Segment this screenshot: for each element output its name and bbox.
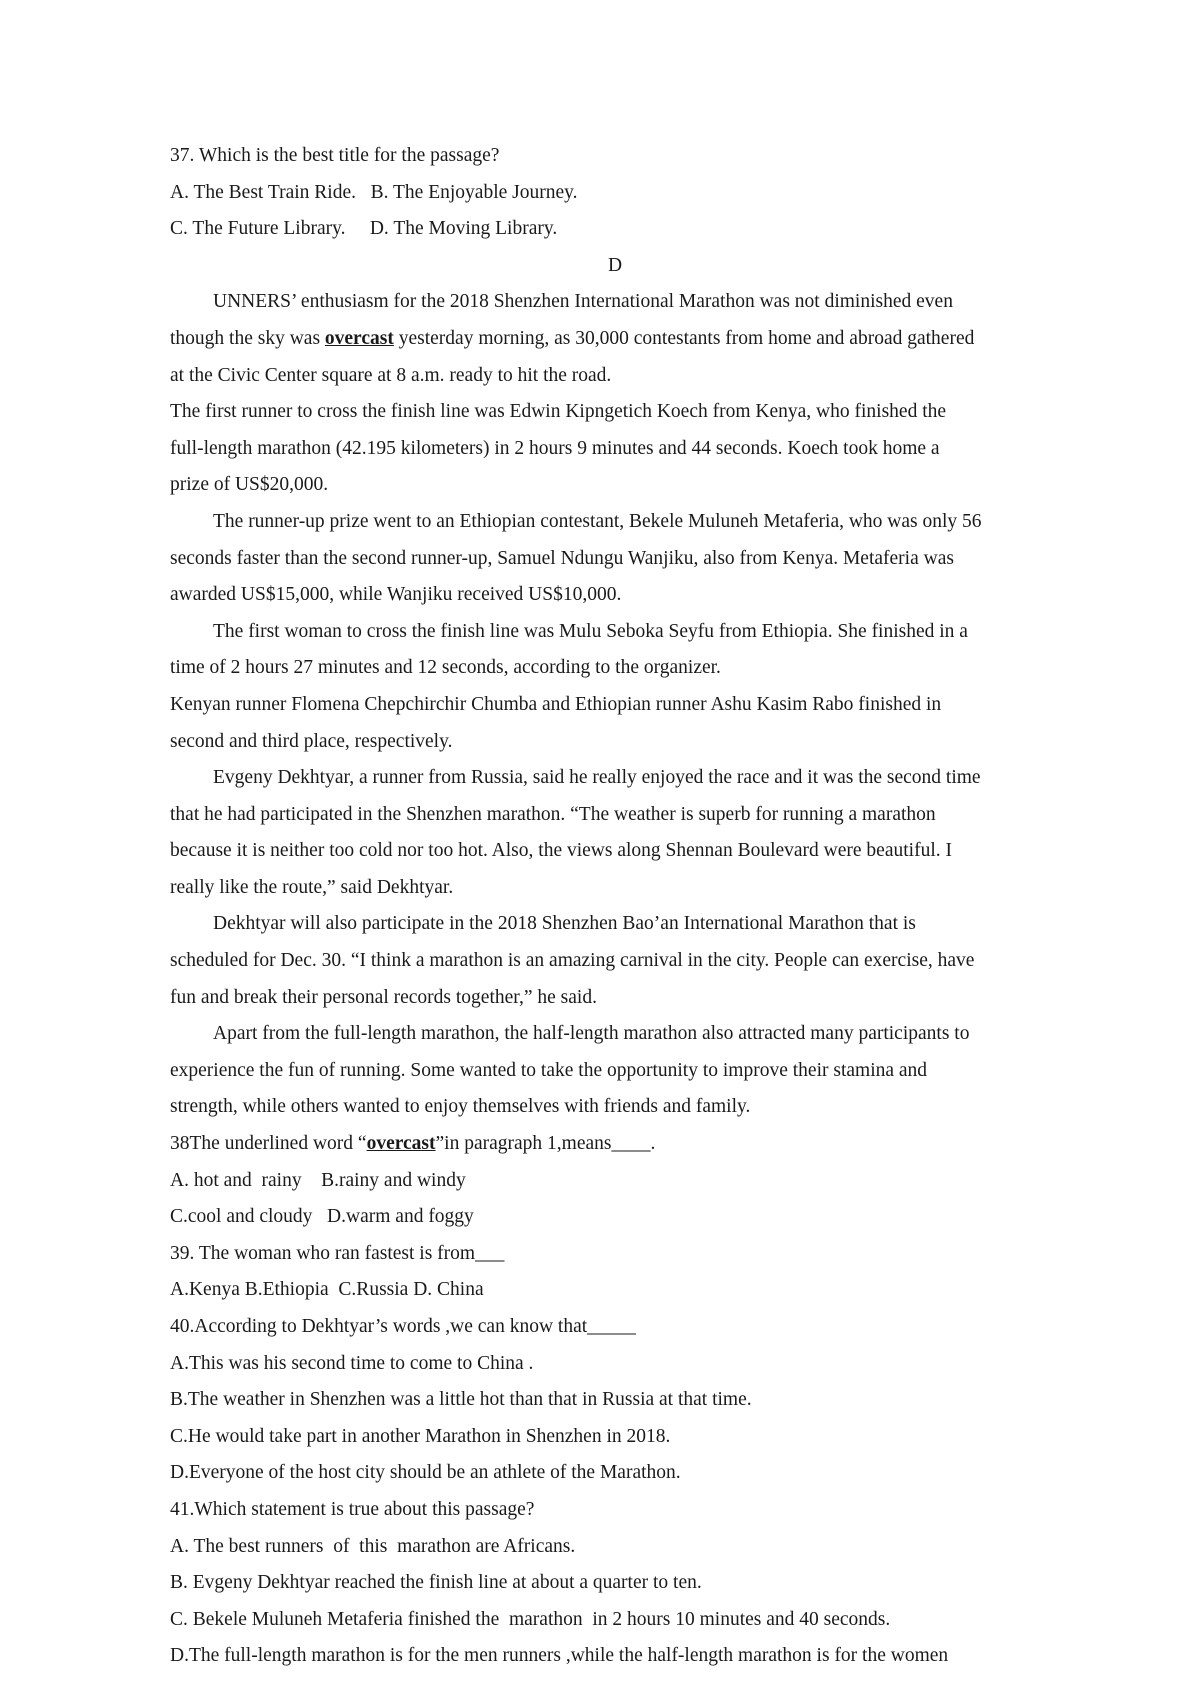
q41-question: 41.Which statement is true about this passage? xyxy=(170,1498,535,1520)
passage-p7-line2: scheduled for Dec. 30. “I think a marathon is an amazing carnival in the city. People can exercise, have xyxy=(170,950,975,972)
passage-p2-line1: The first runner to cross the finish line was Edwin Kipngetich Koech from Kenya, who finished the xyxy=(170,401,947,423)
q37-options-ab: A. The Best Train Ride. B. The Enjoyable Journey. xyxy=(170,181,578,203)
passage-p3-line1: The runner-up prize went to an Ethiopian contestant, Bekele Muluneh Metaferia, who was only 56 xyxy=(213,510,982,532)
passage-p8-line1: Apart from the full-length marathon, the half-length marathon also attracted many participants to xyxy=(213,1023,970,1045)
passage-p6-line4: really like the route,” said Dekhtyar. xyxy=(170,876,454,898)
page-content xyxy=(170,138,1060,1675)
q40-option-b: B.The weather in Shenzhen was a little hot than that in Russia at that time. xyxy=(170,1389,752,1411)
q39-question: 39. The woman who ran fastest is from___ xyxy=(170,1242,505,1264)
passage-p3-line3: awarded US$15,000, while Wanjiku received US$10,000. xyxy=(170,584,622,606)
passage-text: yesterday morning, as 30,000 contestants from home and abroad gathered xyxy=(393,327,975,349)
passage-p3-line2: seconds faster than the second runner-up, Samuel Ndungu Wanjiku, also from Kenya. Metaferia was xyxy=(170,547,954,569)
q40-option-c: C.He would take part in another Marathon in Shenzhen in 2018. xyxy=(170,1425,671,1447)
q41-option-a: A. The best runners of this marathon are Africans. xyxy=(170,1535,576,1557)
passage-p2-line3: prize of US$20,000. xyxy=(170,474,329,496)
passage-p6-line2: that he had participated in the Shenzhen marathon. “The weather is superb for running a marathon xyxy=(170,803,936,825)
q39-options: A.Kenya B.Ethiopia C.Russia D. China xyxy=(170,1279,484,1301)
passage-p8-line2: experience the fun of running. Some wanted to take the opportunity to improve their stamina and xyxy=(170,1059,928,1081)
passage-p8-line3: strength, while others wanted to enjoy themselves with friends and family. xyxy=(170,1096,751,1118)
q40-option-a: A.This was his second time to come to China . xyxy=(170,1352,534,1374)
q38-text: ”in paragraph 1,means____. xyxy=(435,1133,656,1155)
q38-question xyxy=(170,1126,1060,1163)
q38-options-cd: C.cool and cloudy D.warm and foggy xyxy=(170,1206,474,1228)
passage xyxy=(170,284,1060,1126)
passage-p7-line1: Dekhtyar will also participate in the 2018 Shenzhen Bao’an International Marathon that is xyxy=(213,913,916,935)
passage-p5-line1: Kenyan runner Flomena Chepchirchir Chumba and Ethiopian runner Ashu Kasim Rabo finished in xyxy=(170,693,942,715)
q41-option-c: C. Bekele Muluneh Metaferia finished the marathon in 2 hours 10 minutes and 40 seconds. xyxy=(170,1608,891,1630)
underlined-word-overcast: overcast xyxy=(324,327,394,349)
q38-text: 38The underlined word “ xyxy=(170,1133,367,1155)
q38-underlined-word: overcast xyxy=(366,1133,436,1155)
passage-p2-line2: full-length marathon (42.195 kilometers) in 2 hours 9 minutes and 44 seconds. Koech took home a xyxy=(170,437,940,459)
q37-question: 37. Which is the best title for the passage? xyxy=(170,145,500,166)
q40-option-d: D.Everyone of the host city should be an athlete of the Marathon. xyxy=(170,1462,681,1484)
passage-p1-line1: UNNERS’ enthusiasm for the 2018 Shenzhen International Marathon was not diminished even xyxy=(213,291,953,313)
passage-p4-line1: The first woman to cross the finish line was Mulu Seboka Seyfu from Ethiopia. She finished in a xyxy=(213,620,968,642)
passage-text: though the sky was xyxy=(170,327,325,349)
passage-p6-line3: because it is neither too cold nor too hot. Also, the views along Shennan Boulevard were beautiful. I xyxy=(170,840,952,862)
q38-options-ab: A. hot and rainy B.rainy and windy xyxy=(170,1169,466,1191)
section-label: D xyxy=(607,254,623,276)
passage-p6-line1: Evgeny Dekhtyar, a runner from Russia, said he really enjoyed the race and it was the second time xyxy=(213,767,981,789)
passage-p1-line3: at the Civic Center square at 8 a.m. ready to hit the road. xyxy=(170,364,612,386)
passage-p5-line2: second and third place, respectively. xyxy=(170,730,453,752)
passage-p4-line2: time of 2 hours 27 minutes and 12 seconds, according to the organizer. xyxy=(170,657,721,679)
q40-question: 40.According to Dekhtyar’s words ,we can know that_____ xyxy=(170,1316,636,1337)
passage-p1-line2 xyxy=(170,321,1060,358)
passage-p7-line3: fun and break their personal records together,” he said. xyxy=(170,986,597,1008)
q41-option-b: B. Evgeny Dekhtyar reached the finish line at about a quarter to ten. xyxy=(170,1572,702,1594)
q37-options-cd: C. The Future Library. D. The Moving Library. xyxy=(170,218,558,240)
q41-option-d: D.The full-length marathon is for the men runners ,while the half-length marathon is for the women xyxy=(170,1645,949,1667)
